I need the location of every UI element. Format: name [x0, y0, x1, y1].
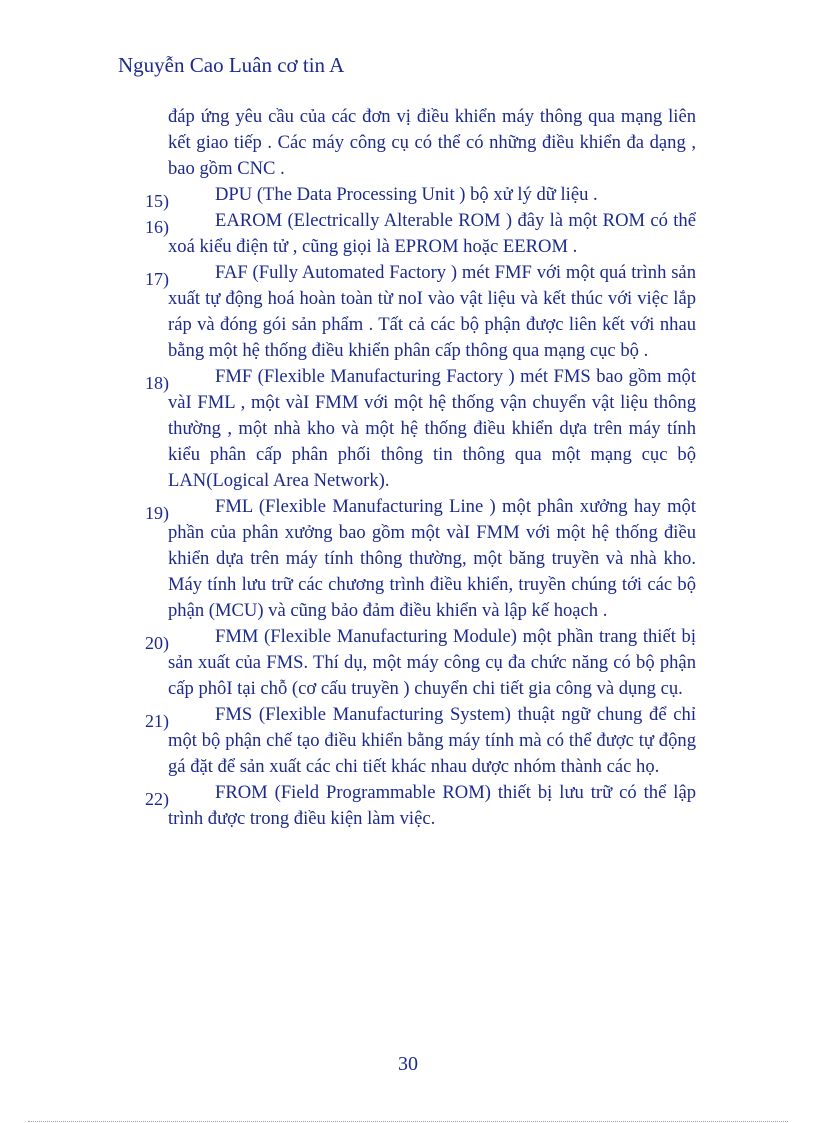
- glossary-entry-18: [140, 364, 696, 494]
- document-body: [140, 104, 696, 832]
- entry-number: 15): [145, 191, 169, 211]
- entry-text: FROM (Field Programmable ROM) thiết bị lưu trữ có thể lập trình được trong điều kiện làm việc.: [168, 782, 696, 829]
- entry-text: FML (Flexible Manufacturing Line ) một phân xưởng hay một phần của phân xưởng bao gồm một vàI FMM với một hệ thống điều khiển dựa trên máy tính thông thường, một băng truyền và nhà kho. Máy tính lưu trữ các chương trình điều khiển, truyền chúng tới các bộ phận (MCU) và cũng bảo đảm điều khiển và lập kế hoạch .: [168, 496, 696, 621]
- glossary-entry-17: [140, 260, 696, 364]
- entry-text: FAF (Fully Automated Factory ) mét FMF với một quá trình sản xuất tự động hoá hoàn toàn từ noI vào vật liệu và kết thúc với việc lắp ráp và đóng gói sản phẩm . Tất cả các bộ phận được liên kết với nhau bằng một hệ thống điều khiển phân cấp thông qua mạng cục bộ .: [168, 262, 696, 361]
- entry-number: 17): [145, 269, 169, 289]
- entry-text: DPU (The Data Processing Unit ) bộ xử lý dữ liệu .: [215, 184, 598, 205]
- entry-number: 22): [145, 789, 169, 809]
- page-bottom-divider: [28, 1121, 788, 1122]
- entry-number: 20): [145, 633, 169, 653]
- entry-number: 18): [145, 373, 169, 393]
- entry-number: 16): [145, 217, 169, 237]
- page-number: 30: [398, 1053, 418, 1075]
- glossary-entry-19: [140, 494, 696, 624]
- page-header: Nguyễn Cao Luân cơ tin A: [118, 53, 345, 77]
- glossary-entry-22: [140, 780, 696, 832]
- entry-text: FMS (Flexible Manufacturing System) thuật ngữ chung để chỉ một bộ phận chế tạo điều khiển bằng máy tính mà có thể được tự động gá đặt để sản xuất các chi tiết khác nhau dược nhóm thành các họ.: [168, 704, 696, 777]
- entry-text: EAROM (Electrically Alterable ROM ) đây là một ROM có thể xoá kiểu điện tử , cũng giọi là EPROM hoặc EEROM .: [168, 210, 696, 257]
- continued-paragraph: đáp ứng yêu cầu của các đơn vị điều khiển máy thông qua mạng liên kết giao tiếp . Các máy công cụ có thể có những điều khiển đa dạng , bao gồm CNC .: [168, 106, 696, 179]
- glossary-entry-20: [140, 624, 696, 702]
- entry-number: 21): [145, 711, 169, 731]
- entry-number: 19): [145, 503, 169, 523]
- glossary-entry-15: [140, 182, 696, 211]
- glossary-entry-16: [140, 208, 696, 260]
- entry-text: FMF (Flexible Manufacturing Factory ) mét FMS bao gồm một vàI FML , một vàI FMM với một hệ thống vận chuyển vật liệu thông thường , một nhà kho và một hệ thống điều khiển dựa trên máy tính kiểu phân cấp phân phối thông tin thông qua một mạng cục bộ LAN(Logical Area Network).: [168, 366, 696, 491]
- glossary-entry-21: [140, 702, 696, 780]
- entry-text: FMM (Flexible Manufacturing Module) một phần trang thiết bị sản xuất của FMS. Thí dụ, một máy công cụ đa chức năng có bộ phận cấp phôI tại chỗ (cơ cấu truyền ) chuyển chi tiết gia công và dụng cụ.: [168, 626, 696, 699]
